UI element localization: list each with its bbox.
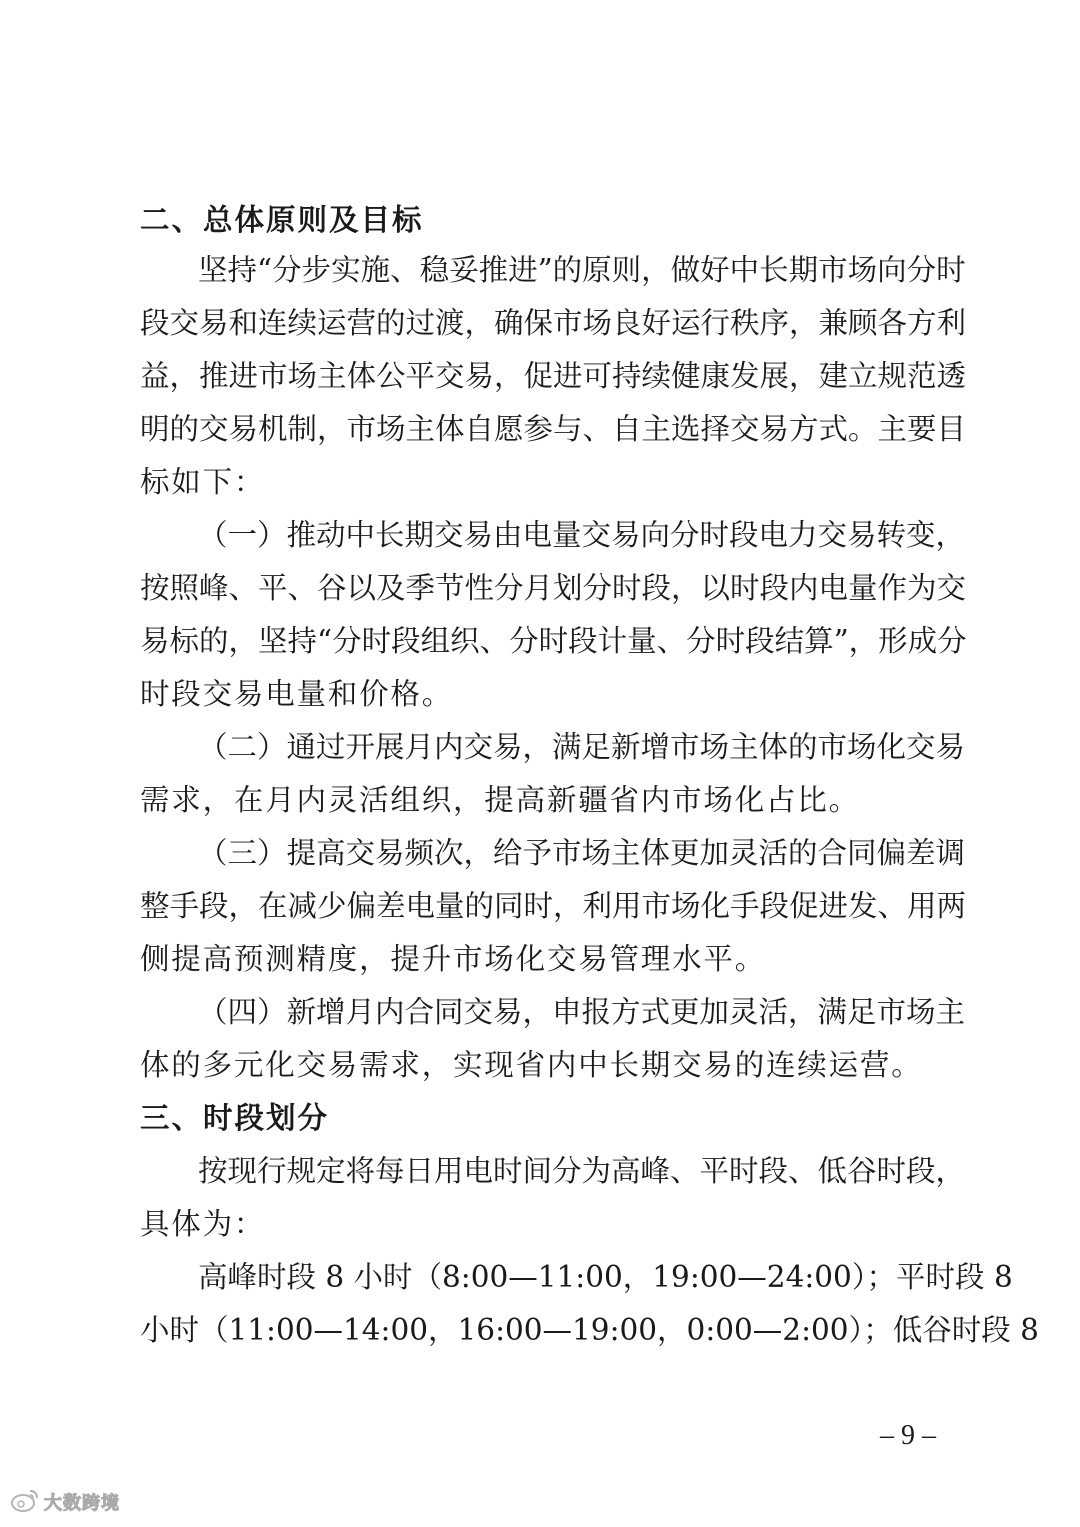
paragraph-line: 易标的，坚持“分时段组织、分时段计量、分时段结算”，形成分 xyxy=(140,624,967,658)
weibo-icon xyxy=(10,1487,40,1517)
section-heading: 三、时段划分 xyxy=(140,1101,330,1135)
paragraph-line: 体的多元化交易需求，实现省内中长期交易的连续运营。 xyxy=(140,1048,923,1082)
paragraph-line: 小时（11:00—14:00，16:00—19:00，0:00—2:00）；低谷时段 8 xyxy=(140,1313,1039,1347)
paragraph-line: 高峰时段 8 小时（8:00—11:00，19:00—24:00）；平时段 8 xyxy=(198,1260,1013,1294)
watermark xyxy=(10,1486,120,1518)
paragraph-line: 整手段，在减少偏差电量的同时，利用市场化手段促进发、用两 xyxy=(140,889,967,923)
paragraph-line: 段交易和连续运营的过渡，确保市场良好运行秩序，兼顾各方利 xyxy=(140,306,967,340)
paragraph-line: （四）新增月内合同交易，申报方式更加灵活，满足市场主 xyxy=(198,995,966,1029)
paragraph-line: 益，推进市场主体公平交易，促进可持续健康发展，建立规范透 xyxy=(140,359,967,393)
paragraph-line: 侧提高预测精度，提升市场化交易管理水平。 xyxy=(140,942,767,976)
section-heading: 二、总体原则及目标 xyxy=(140,203,424,237)
paragraph-line: 标如下： xyxy=(140,465,266,499)
paragraph-line: （三）提高交易频次，给予市场主体更加灵活的合同偏差调 xyxy=(198,836,966,870)
paragraph-line: （一）推动中长期交易由电量交易向分时段电力交易转变， xyxy=(198,518,966,552)
paragraph-line: 需求，在月内灵活组织，提高新疆省内市场化占比。 xyxy=(140,783,860,817)
paragraph-line: 具体为： xyxy=(140,1207,266,1241)
paragraph-line: 按现行规定将每日用电时间分为高峰、平时段、低谷时段， xyxy=(198,1154,966,1188)
paragraph-line: （二）通过开展月内交易，满足新增市场主体的市场化交易 xyxy=(198,730,966,764)
watermark-text: 大数跨境 xyxy=(44,1493,120,1514)
paragraph-line: 时段交易电量和价格。 xyxy=(140,677,454,711)
page-number: – 9 – xyxy=(880,1420,936,1451)
paragraph-line: 按照峰、平、谷以及季节性分月划分时段，以时段内电量作为交 xyxy=(140,571,967,605)
paragraph-line: 坚持“分步实施、稳妥推进”的原则，做好中长期市场向分时 xyxy=(198,253,966,287)
paragraph-line: 明的交易机制，市场主体自愿参与、自主选择交易方式。主要目 xyxy=(140,412,967,446)
